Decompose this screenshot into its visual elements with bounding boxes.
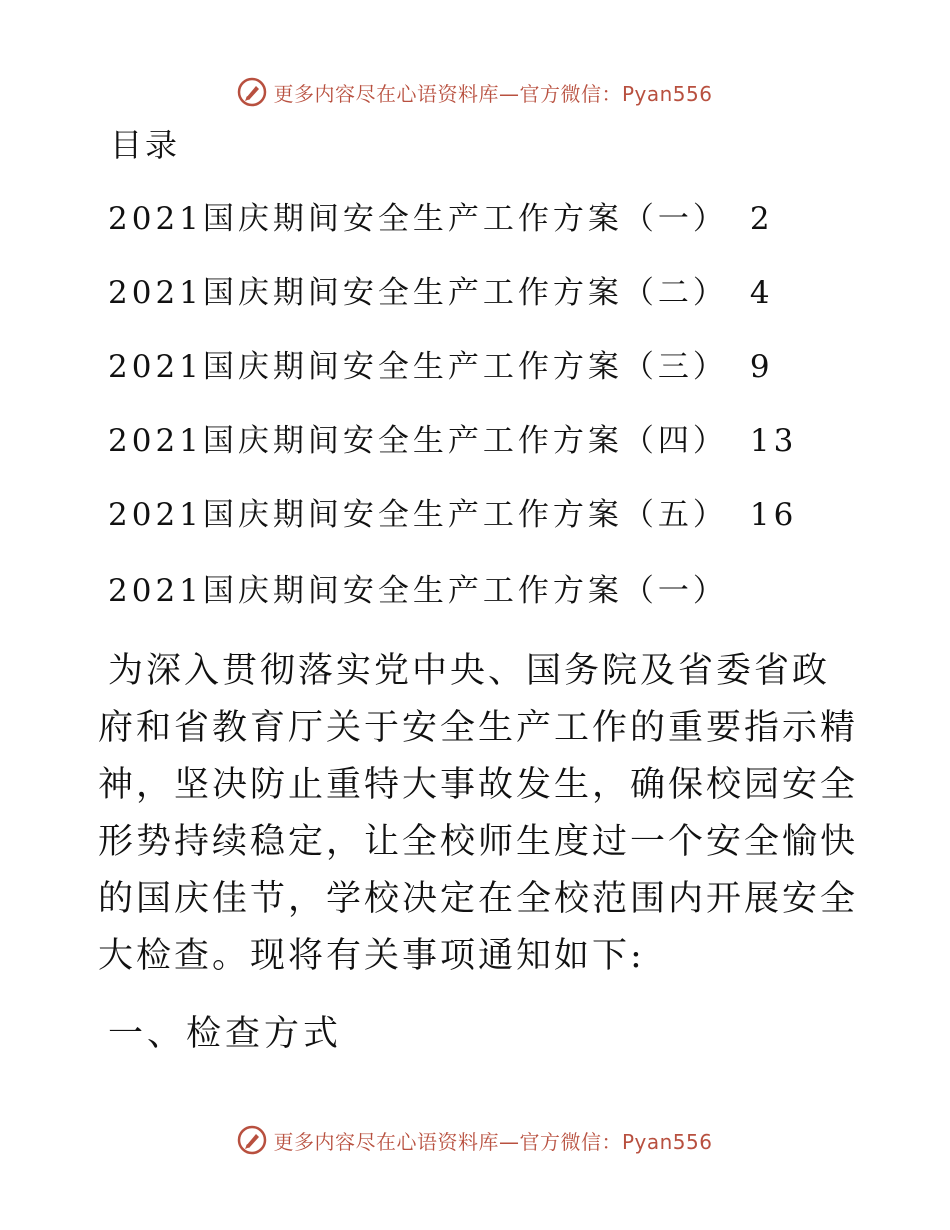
toc-entry[interactable]	[108, 193, 797, 267]
footer-watermark	[0, 1120, 950, 1160]
toc-entry-title: 2021国庆期间安全生产工作方案（三）	[108, 349, 728, 385]
header-watermark	[0, 72, 950, 112]
toc-entry[interactable]	[108, 267, 797, 341]
toc-entry-title: 2021国庆期间安全生产工作方案（五）	[108, 497, 728, 533]
pen-nib-icon	[237, 77, 267, 107]
toc-entry-page: 4	[749, 275, 774, 311]
body-paragraph: 为深入贯彻落实党中央、国务院及省委省政府和省教育厅关于安全生产工作的重要指示精神，坚决防止重特大事故发生，确保校园安全形势持续稳定，让全校师生度过一个安全愉快的国庆佳节，学校决定在全校范围内开展安全大检查。现将有关事项通知如下:	[98, 651, 859, 976]
toc-entry[interactable]	[108, 415, 797, 489]
toc-entry-title: 2021国庆期间安全生产工作方案（四）	[108, 423, 728, 459]
section-title: 2021国庆期间安全生产工作方案（一）	[108, 573, 728, 609]
pen-nib-icon	[237, 1125, 267, 1155]
subheading: 一、检查方式	[108, 1014, 343, 1054]
toc-entry-title: 2021国庆期间安全生产工作方案（一）	[108, 201, 728, 237]
toc-entry-page: 9	[749, 349, 774, 385]
watermark-text: 更多内容尽在心语资料库—官方微信：Pyan556	[273, 1129, 713, 1154]
toc-entry-page: 16	[749, 497, 798, 533]
toc-entry[interactable]	[108, 489, 797, 563]
toc-heading: 目录	[110, 126, 181, 164]
table-of-contents	[108, 193, 797, 563]
toc-entry[interactable]	[108, 341, 797, 415]
watermark-text: 更多内容尽在心语资料库—官方微信：Pyan556	[273, 81, 713, 106]
toc-entry-page: 13	[749, 423, 798, 459]
toc-entry-page: 2	[749, 201, 774, 237]
toc-entry-title: 2021国庆期间安全生产工作方案（二）	[108, 275, 728, 311]
